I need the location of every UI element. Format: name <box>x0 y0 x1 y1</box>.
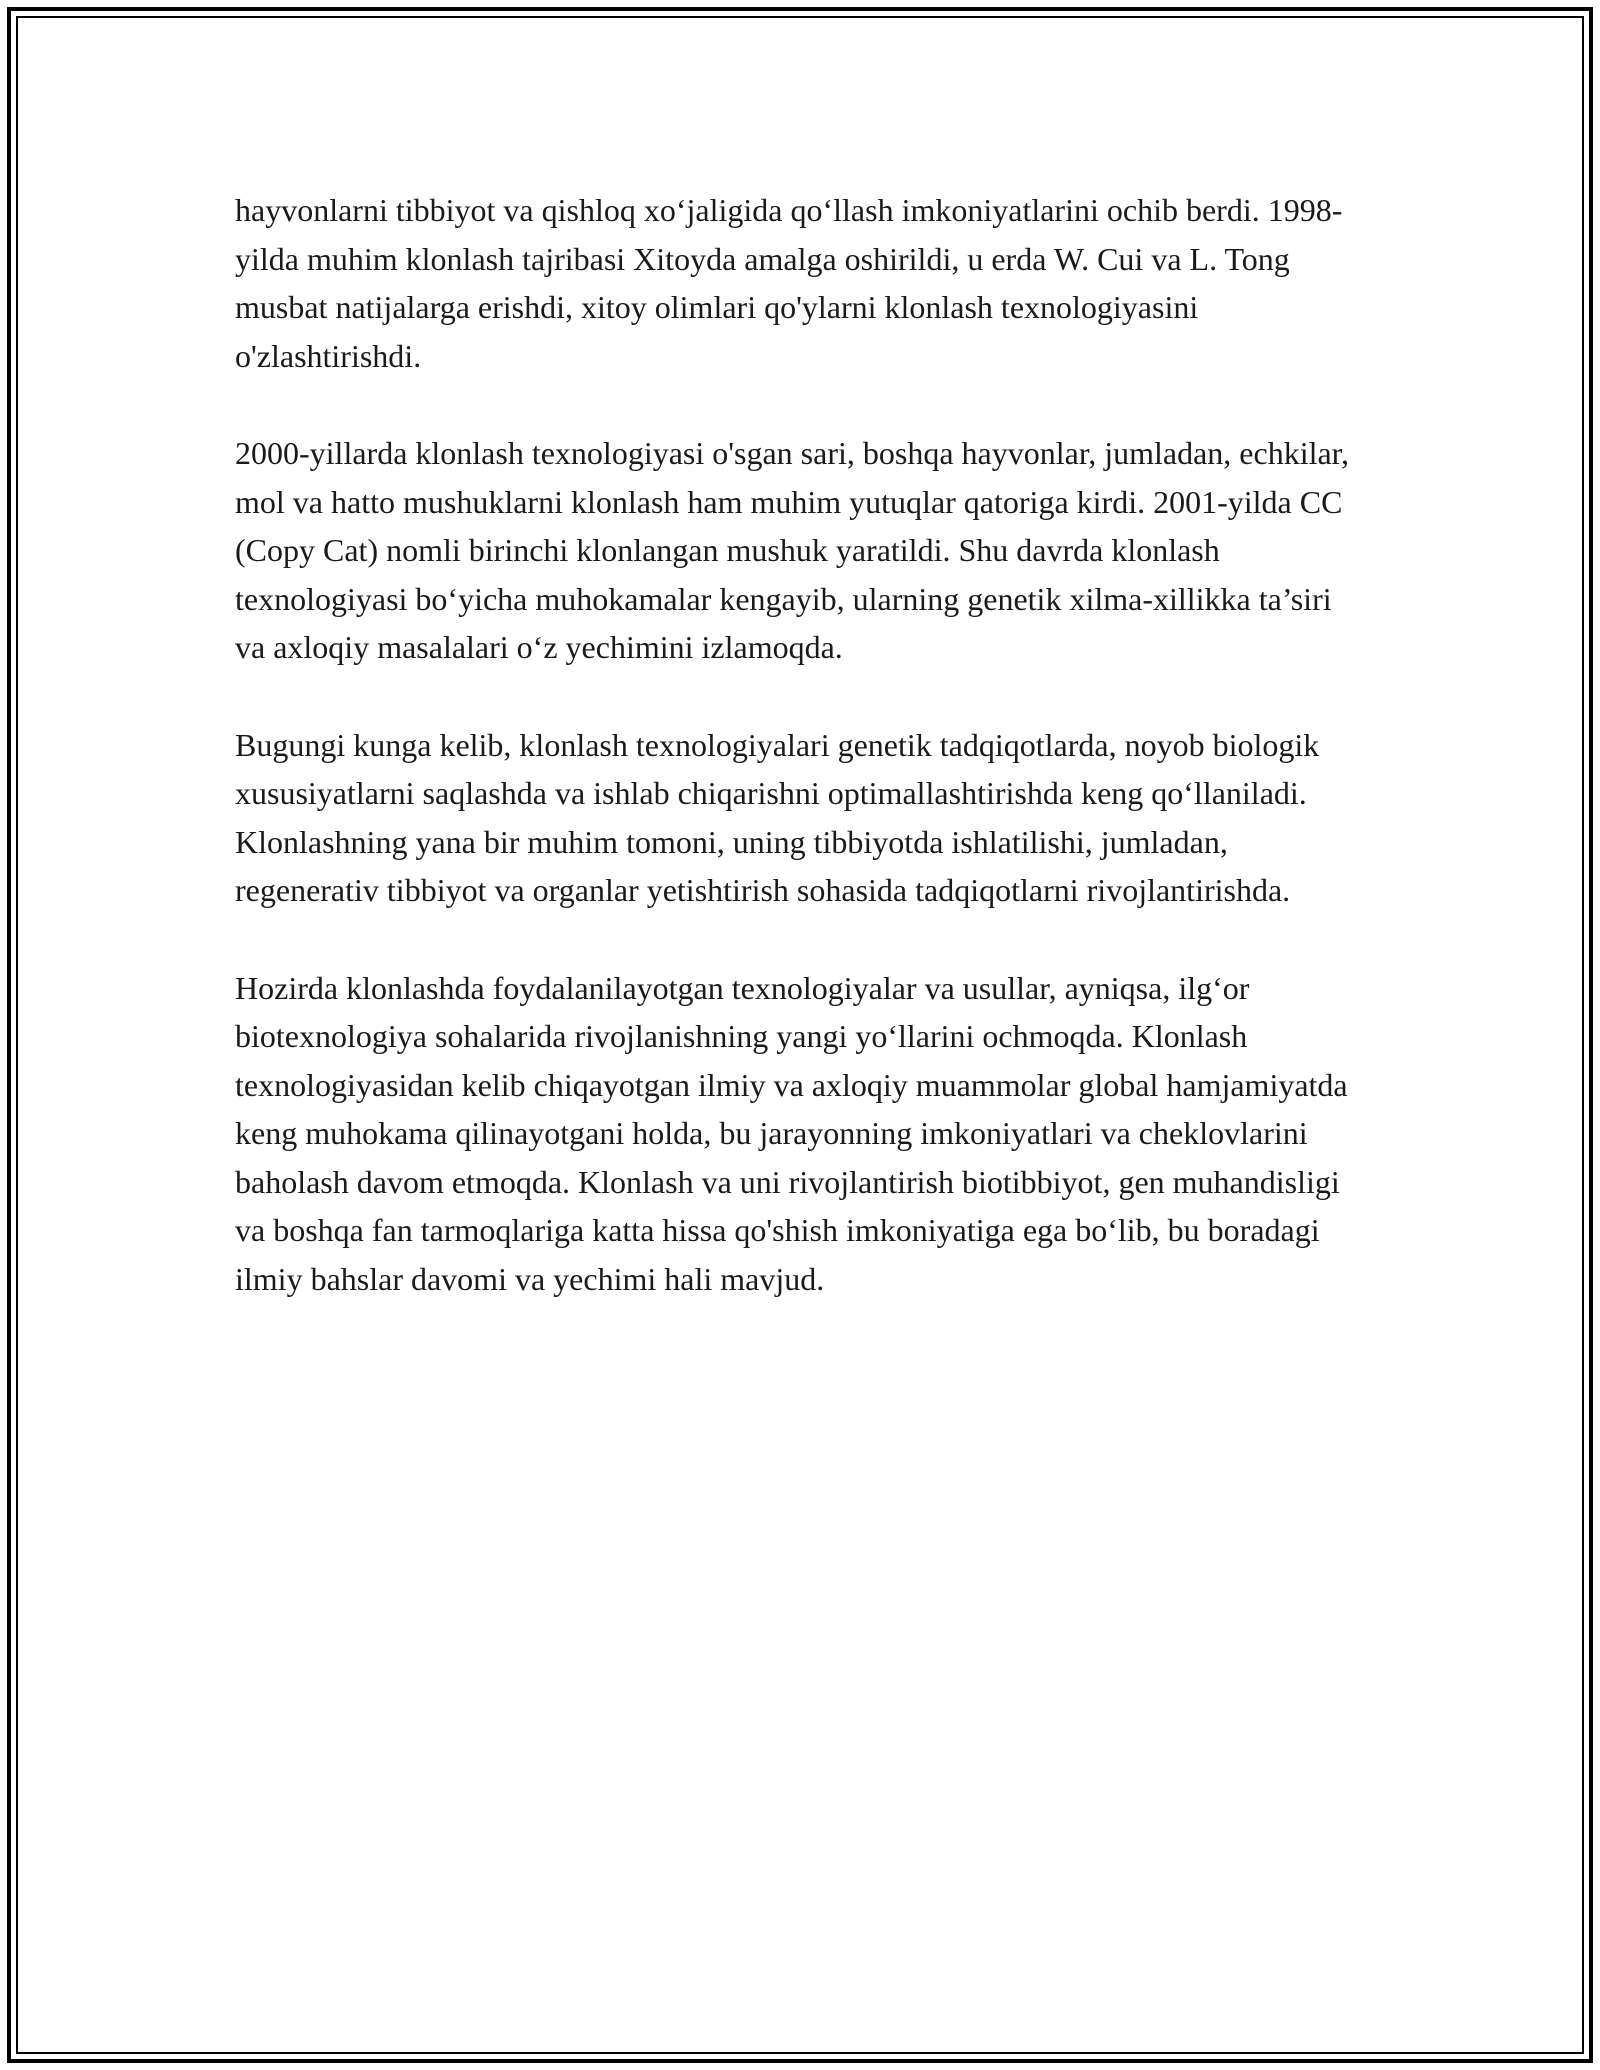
paragraph-4: Hozirda klonlashda foydalanilayotgan texnologiyalar va usullar, ayniqsa, ilg‘or biotexnologiya sohalarida rivojlanishning yangi yo‘llarini ochmoqda. Klonlash texnologiyasidan kelib chiqayotgan ilmiy va axloqiy muammolar global hamjamiyatda keng muhokama qilinayotgani holda, bu jarayonning imkoniyatlari va cheklovlarini baholash davom etmoqda. Klonlash va uni rivojlantirish biotibbiyot, gen muhandisligi va boshqa fan tarmoqlariga katta hissa qo'shish imkoniyatiga ega bo‘lib, bu boradagi ilmiy bahslar davomi va yechimi hali mavjud. <box>235 969 1348 1298</box>
paragraph-1: hayvonlarni tibbiyot va qishloq xo‘jaligida qo‘llash imkoniyatlarini ochib berdi. 1998-yilda muhim klonlash tajribasi Xitoyda amalga oshirildi, u erda W. Cui va L. Tong musbat natijalarga erishdi, xitoy olimlari qo'ylarni klonlash texnologiyasini o'zlashtirishdi. <box>235 192 1343 374</box>
document-body <box>235 186 1365 1304</box>
paragraph-3: Bugungi kunga kelib, klonlash texnologiyalari genetik tadqiqotlarda, noyob biologik xususiyatlarni saqlashda va ishlab chiqarishni optimallashtirishda keng qo‘llaniladi. Klonlashning yana bir muhim tomoni, uning tibbiyotda ishlatilishi, jumladan, regenerativ tibbiyot va organlar yetishtirish sohasida tadqiqotlarni rivojlantirishda. <box>235 726 1320 909</box>
paragraph-2: 2000-yillarda klonlash texnologiyasi o'sgan sari, boshqa hayvonlar, jumladan, echkilar, mol va hatto mushuklarni klonlash ham muhim yutuqlar qatoriga kirdi. 2001-yilda CC (Copy Cat) nomli birinchi klonlangan mushuk yaratildi. Shu davrda klonlash texnologiyasi bo‘yicha muhokamalar kengayib, ularning genetik xilma-xillikka ta’siri va axloqiy masalalari o‘z yechimini izlamoqda. <box>235 434 1350 666</box>
